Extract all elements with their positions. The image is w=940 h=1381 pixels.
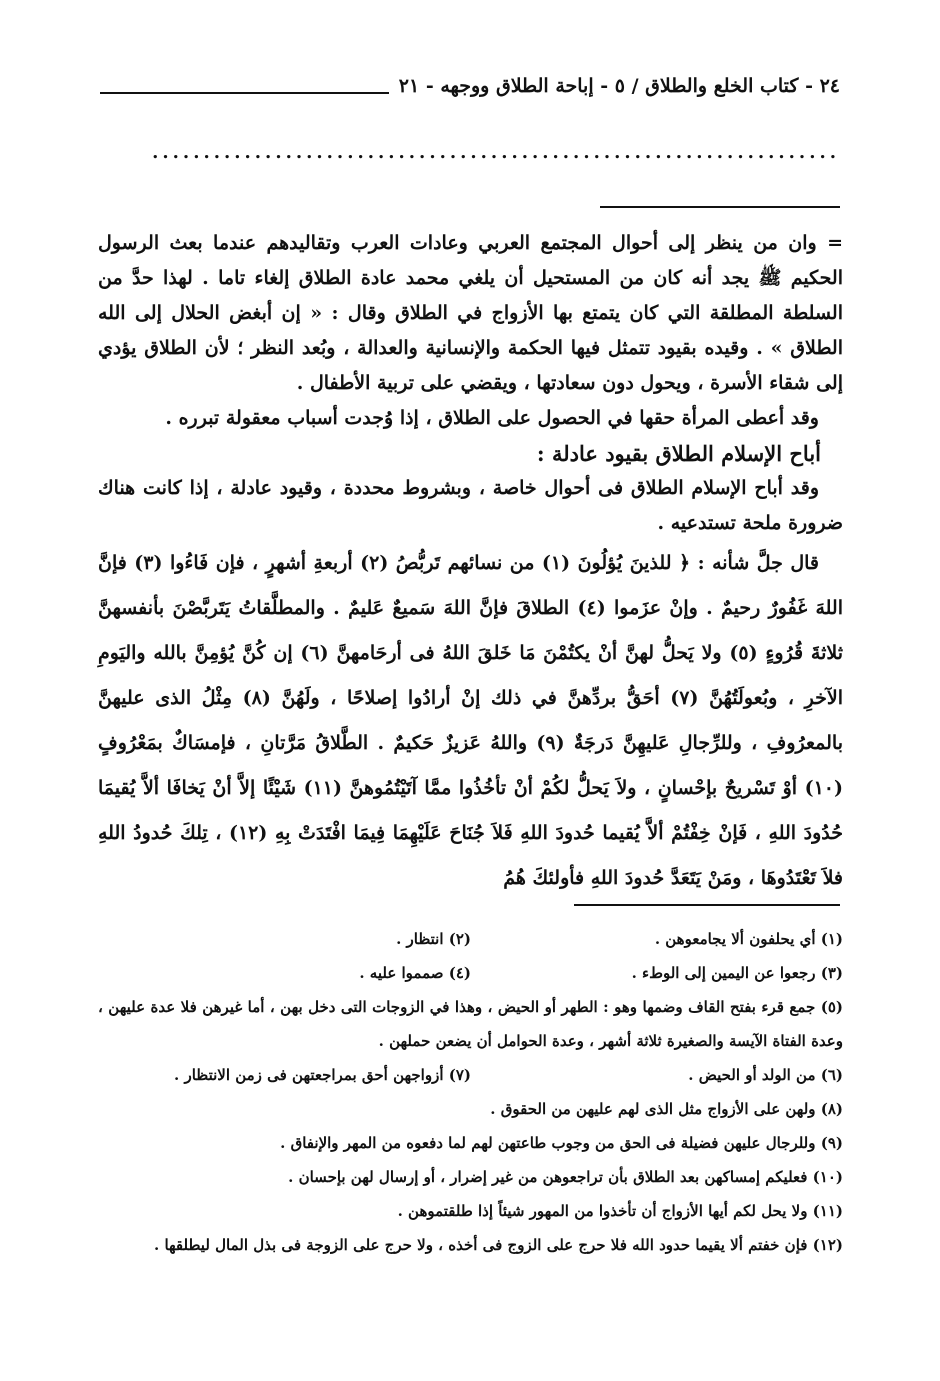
running-header [100,66,840,106]
main-text [98,226,843,901]
footnote-5: (٥) جمع قرء بفتح القاف وضمها وهو : الطهر أو الحيض ، وهذا في الزوجات التى دخل بهن ، أما غيرهن فلا عدة عليهن ، وعدة الفتاة الآيسة والصغيرة ثلاثة أشهر ، وعدة الحوامل أن يضعن حملهن . [98,998,843,1050]
footnote-6: (٦) من الولد أو الحيض . [688,1066,843,1084]
footnote-9: (٩) وللرجال عليهن فضيلة فى الحق من وجوب طاعتهن لهم لما دفعوه من المهر والإنفاق . [280,1134,843,1152]
footnote-8: (٨) ولهن على الأزواج مثل الذى لهم عليهن من الحقوق . [490,1100,843,1118]
continuation-rule [600,206,840,208]
footnote-7: (٧) أزواجهن أحق بمراجعتهن فى زمن الانتظار . [174,1066,471,1084]
footnotes [98,922,843,1262]
header-rule [100,92,389,94]
footnote-11: (١١) ولا يحل لكم أيها الأزواج أن تأخذوا من المهور شيئاً إذا طلقتموهن . [397,1202,843,1220]
dotted-separator: ................................................................... [152,142,840,162]
footnote-10: (١٠) فعليكم إمساكهن بعد الطلاق بأن تراجعوهن من غير إضرار ، أو إرسال لهن بإحسان . [288,1168,843,1186]
footnote-12: (١٢) فإن خفتم ألا يقيما حدود الله فلا حرج على الزوج فى أخذه ، ولا حرج على الزوجة فى بذل المال ليطلقها . [154,1236,843,1254]
footnote-rule [574,904,840,906]
paragraph-2: وقد أعطى المرأة حقها في الحصول على الطلاق ، إذا وُجدت أسباب معقولة تبرره . [165,407,819,429]
footnote-4: (٤) صمموا عليه . [359,964,471,982]
quran-verse: قال جلَّ شأنه : ﴿ للذينَ يُؤلُونَ (١) من نسائهم تَربُّصُ (٢) أربعةِ أشهرٍ ، فإن فَاءُوا (٣) فإنَّ اللهَ غَفُورٌ رحيمٌ . وإنْ عزَموا (٤) الطلاقَ فإنَّ اللهَ سَميعٌ عَليمٌ . والمطلَّقاتُ يَتَربَّصْنَ بأنفسهنَّ ثلاثةَ قُرُوءٍ (٥) ولا يَحلُّ لهنَّ أنْ يكتُمْنَ مَا خَلقَ اللهُ فى أرحَامهنَّ (٦) إن كُنَّ يُؤمِنَّ بالله واليَومِ الآخرِ ، وبُعولَتُهُنَّ (٧) أحَقُّ بردِّهنَّ في ذلك إنْ أرادُوا إصلاحًا ، ولَهُنَّ (٨) مِثْلُ الذى عليهنَّ بالمعرُوفِ ، وللرِّجالِ عَليهِنَّ دَرجَةٌ (٩) واللهُ عَزيزٌ حَكيمٌ . الطَّلاقُ مَرَّتانِ ، فإمسَاكٌ بمَعْرُوفٍ (١٠) أوْ تَسْريحٌ بإحْسانٍ ، ولاَ يَحلُّ لكُمْ أنْ تأخُذُوا ممَّا آتَيْتُمُوهنَّ (١١) شَيْئًا إلاَّ أنْ يَخافَا ألاَّ يُقيمَا حُدُودَ اللهِ ، فَإنْ خِفْتُمْ ألاَّ يُقيما حُدودَ اللهِ فَلاَ جُنَاحَ عَلَيْهِمَا فِيمَا افْتَدَتْ بِهِ (١٢) ، تِلكَ حُدودُ اللهِ فلاَ تَعْتَدُوهَا ، ومَنْ يَتَعَدَّ حُدودَ اللهِ فأولئكَ هُمُ [98,552,844,889]
paragraph-3: وقد أباح الإسلام الطلاق فى أحوال خاصة ، وبشروط محددة ، وقيود عادلة ، إذا كانت هناك ضرورة ملحة تستدعيه . [98,477,843,534]
footnote-2: (٢) انتظار . [396,930,471,948]
footnote-1: (١) أي يحلفون ألا يجامعوهن . [654,930,843,948]
paragraph-1: = وان من ينظر إلى أحوال المجتمع العربي وعادات العرب وتقاليدهم عندما بعث الرسول الحكيم ﷺ يجد أنه كان من المستحيل أن يلغي محمد عادة الطلاق إلغاء تاما . لهذا حدَّ من السلطة المطلقة التي كان يتمتع بها الأزواج في الطلاق وقال : « إن أبغض الحلال إلى الله الطلاق » . وقيده بقيود تتمثل فيها الحكمة والإنسانية والعدالة ، وبُعد النظر ؛ لأن الطلاق يؤدي إلى شقاء الأسرة ، ويحول دون سعادتها ، ويقضي على تربية الأطفال . [98,232,843,394]
footnote-3: (٣) رجعوا عن اليمين إلى الوطء . [631,964,843,982]
footnote-row [98,922,843,956]
footnote-row [98,956,843,990]
header-title: ٢٤ - كتاب الخلع والطلاق / ٥ - إباحة الطلاق ووجهه - ٢١ [398,75,840,97]
footnote-row [98,1058,843,1092]
section-heading: أباح الإسلام الطلاق بقيود عادلة : [536,441,821,466]
